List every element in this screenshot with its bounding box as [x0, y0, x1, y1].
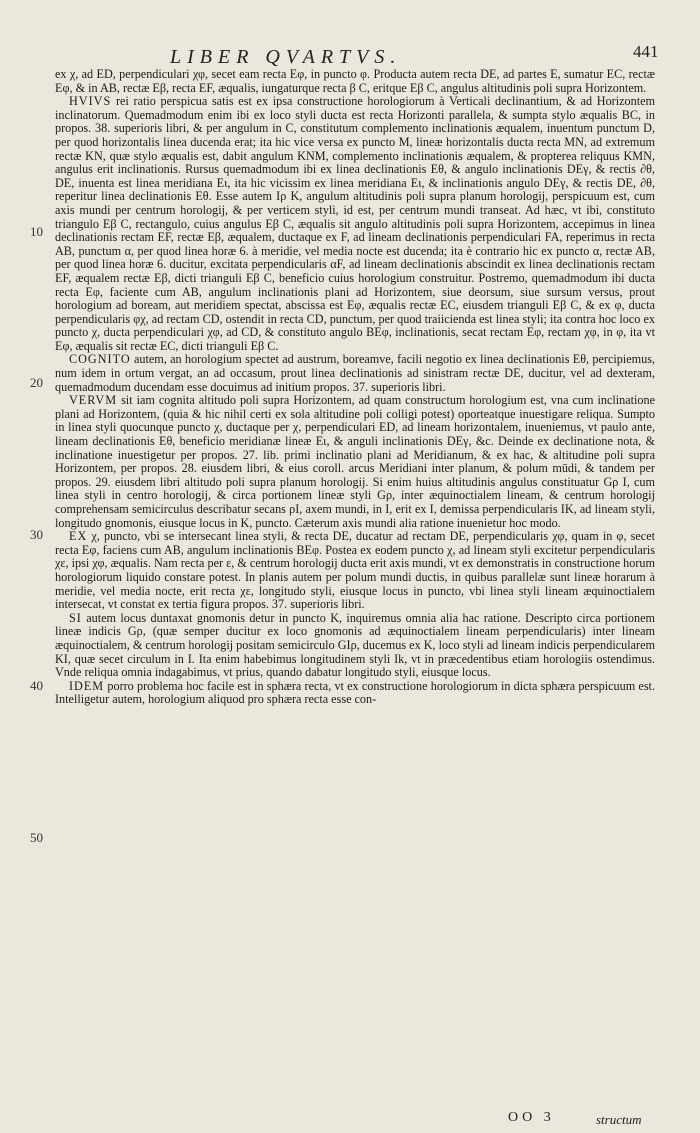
margin-line-number: 10 — [30, 224, 43, 239]
paragraph-text: autem locus duntaxat gnomonis detur in puncto K, inquiremus omnia alia hac ratione. Descripto circa portionem lineæ indicis Gρ, (quæ semper ducitur ex loco gnomonis ad æquinoctialem lineam perpendicularis) inter lineam æquinoctialem, & centrum horologij positam semicirculo GIρ, ducemus ex K, loco styli ad lineam indicis perpendicularem KI, quæ secet circulum in I. Ita enim habebimus longitudinem styli Ik, vt in præcedentibus etiam horologiis ostendimus. Vnde reliqua omnia indagabimus, vt prius, quando dabatur longitudo styli, eiusque locus. — [55, 610, 655, 680]
paragraph — [55, 530, 655, 612]
margin-line-number: 40 — [30, 678, 43, 693]
paragraph-lead: VERVM — [69, 393, 118, 408]
signature-mark: OO 3 — [508, 1110, 555, 1125]
paragraph-text: ex χ, ad ED, perpendiculari χφ, secet eam recta Eφ, in puncto φ. Producta autem recta DE, ad partes E, sumatur EC, rectæ Eφ, & in AB, rectæ Eβ, recta EF, æqualis, iungaturque recta β C, eritque Eβ C, angulus altitudinis poli supra Horizontem. — [55, 67, 655, 95]
paragraph — [55, 680, 655, 707]
paragraph — [55, 394, 655, 530]
margin-line-number: 50 — [30, 830, 43, 845]
paragraph-text: rei ratio perspicua satis est ex ipsa constructione horologiorum à Verticali declinantium, & ad Horizontem inclinatorum. Quemadmodum enim ibi ex loco styli ducta est recta Horizonti parallela, & sumpta stylo æqualis BC, in propos. 38. superioris libri, & per angulum in C, constitutum complemento inclinationis æqualem, inuentum punctum D, per quod horizontalis linea ducenda erat; ita hic vice versa ex puncto M, lineæ horizontalis ducta recta MN, ad extremum rectæ KN, quæ stylo æqualis est, dabit angulum KNM, complemento inclinationis æqualem, & propterea reliquus KMN, angulus erit inclinationis. Rursus quemadmodum ibi ex linea declinationis Eθ, & angulo inclinationis DEγ, & rectis ∂θ, DE, inuenta est linea meridiana Eι, ita hic vicissim ex linea meridiana Eι, & inclinationis angulo DEγ, & rectis DE, ∂θ, reperitur linea declinationis Eθ. Esse autem Iρ K, angulum altitudinis poli supra planum horologij, perspicuum est, cum axis mundi per centrum horologij, & per verticem styli, id est, per centrum mundi transeat. Ad hæc, vt ibi, constituto triangulo Eβ C, rectangulo, cuius angulus Eβ C, æqualis sit angulo altitudinis poli supra Horizontem, accepimus in linea declinationis rectam EF, rectæ Eβ, æqualem, ductaque ex F, ad lineam declinationis perpendiculari FA, reperimus in recta AB, punctum α, per quod linea horæ 6. à meridie, vel media nocte est ducenda; ita è contrario hic ex puncto α, rectæ AB, per quod linea horæ 6. ducitur, excitata perpendicularis αF, ad lineam declinationis abscindit ex linea declinationis rectam EF, æqualem rectæ Eβ, dicti trianguli Eβ C, beneficio cuius horologium construitur. Postremo, quemadmodum ibi ducta recta Eφ, faciente cum AB, angulum inclinationis plani ad Horizontem, siue deorsum, siue sursum versus, prout horologium ad boream, aut meridiem spectat, abscissa est Eφ, æqualis rectæ EC, eiusdem trianguli Eβ C, & ex φ, ducta perpendicularis φχ, ad rectam CD, ostendit in recta CD, punctum, per quod traiicienda est linea styli; ita contra hoc loco ex puncto χ, ducta perpendiculari χφ, ad CD, & constituto angulo BEφ, inclinationis, secat rectam Eφ, rectam χφ, in φ, ita vt Eφ, æqualis sit rectæ EC, dicti trianguli Eβ C. — [55, 94, 655, 353]
paragraph — [55, 353, 655, 394]
body-text — [55, 68, 655, 707]
page-number: 441 — [633, 42, 659, 61]
margin-line-number: 20 — [30, 375, 43, 390]
paragraph-text: sit iam cognita altitudo poli supra Horizontem, ad quam constructum horologium est, vna cum inclinatione plani ad Horizontem, (quia & hic nihil certi ex sola altitudine poli colligi potest) oporteatque inuestigare reliqua. Sumpto in linea styli quocunque puncto χ, ductaque per χ, perpendiculari ED, ad lineam horizontalem, inueniemus, vt paulo ante, lineam declinationis Eθ, beneficio meridianæ lineæ Eι, & anguli inclinationis DEγ, &c. Deinde ex declinatione nota, & inclinatione inuestigetur per propos. 27. lib. primi inclinatio plani ad Meridianum, & ex hac, & altitudine poli supra Horizontem, per propos. 28. eiusdem libri, & eius coroll. arcus Meridiani inter planum, & polum mūdi, & tandem per propos. 29. eiusdem libri altitudo poli supra planum horologij. Si enim huius altitudinis angulus constituatur Gρ I, cum linea styli in centro horologij, & circa portionem lineæ styli Gρ, inter æquinoctialem lineam, & centrum horologij comprehensam semicirculus describatur secans ρI, axem mundi, in I, erit ex I, demissa perpendicularis IK, ad lineam styli, longitudo gnomonis, eiusque locus in K, puncto. Cæterum axis mundi alia ratione inuenietur hoc modo. — [55, 393, 656, 530]
paragraph-lead: IDEM — [69, 678, 105, 693]
paragraph-lead: HVIVS — [69, 94, 112, 109]
paragraph — [55, 612, 655, 680]
paragraph-text: χ, puncto, vbi se intersecant linea styli, & recta DE, ducatur ad rectam DE, perpendicularis χφ, quam in φ, secet recta Eφ, faciens cum AB, angulum inclinationis BEφ. Postea ex eodem puncto χ, ad lineam styli excitetur perpendicularis χε, ipsi χφ, æqualis. Nam recta per ε, & centrum horologij ducta erit axis mundi, vt ex demonstratis in constructione horum horologiorum liquido constare potest. In planis autem per polum mundi ductis, in quibus parallelæ sunt lineæ horarum à meridie, vel media nocte, erit recta χε, longitudo styli, eiusque locus in puncto, vbi linea styli lineam æquinoctialem intersecat, vt constat ex tertia figura propos. 37. superioris libri. — [55, 529, 656, 612]
paragraph — [55, 68, 655, 95]
paragraph-text: autem, an horologium spectet ad austrum, boreamve, facili negotio ex linea declinationis Eθ, percipiemus, num idem in ortum vergat, an ad occasum, prout linea declinationis ad sinistram rectæ DE, ducitur, vel ad dexteram, quemadmodum ducendam esse docuimus ad initium propos. 37. superioris libri. — [55, 352, 656, 394]
paragraph — [55, 95, 655, 353]
running-head: LIBER QVARTVS. — [170, 46, 402, 68]
paragraph-lead: EX — [69, 529, 88, 544]
paragraph-lead: SI — [69, 610, 82, 625]
paragraph-lead: COGNITO — [69, 352, 131, 367]
catchword: structum — [596, 1112, 642, 1127]
paragraph-text: porro problema hoc facile est in sphæra recta, vt ex constructione horologiorum in dicta sphæra perspicuum est. Intelligetur autem, horologium aliquod pro sphæra recta esse con- — [55, 678, 655, 707]
margin-line-number: 30 — [30, 527, 43, 542]
